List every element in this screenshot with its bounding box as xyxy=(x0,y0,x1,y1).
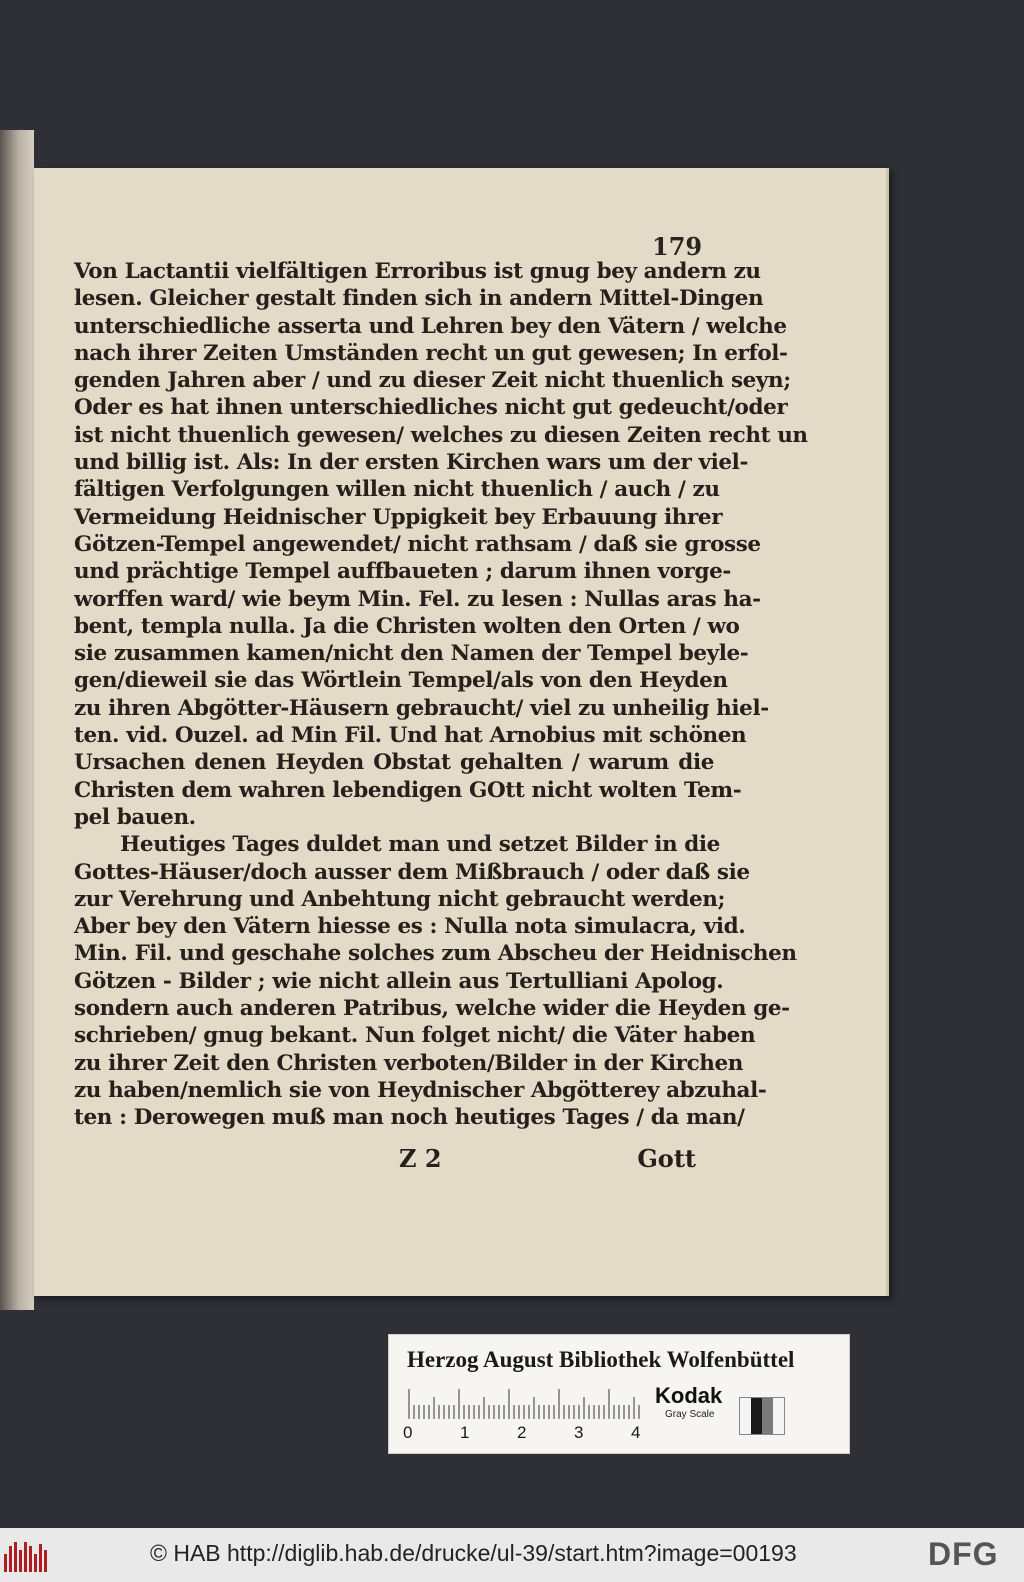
gray-scale-label: Gray Scale xyxy=(665,1409,715,1420)
text-line: bent, templa nulla. Ja die Christen wolten den Orten / wo xyxy=(74,613,740,639)
gray-scale-patch xyxy=(739,1397,785,1435)
text-line: worffen ward/ wie beym Min. Fel. zu lesen : Nullas aras ha- xyxy=(74,586,761,612)
library-name: Herzog August Bibliothek Wolfenbüttel xyxy=(407,1347,795,1372)
ruler-number: 2 xyxy=(517,1423,527,1442)
kodak-logo: Kodak xyxy=(655,1383,723,1408)
copyright-link[interactable]: © HAB http://diglib.hab.de/drucke/ul-39/start.htm?image=00193 xyxy=(150,1540,797,1566)
catchword: Gott xyxy=(637,1144,696,1173)
text-line: Heutiges Tages duldet man und setzet Bilder in die xyxy=(120,832,720,858)
footer-bar xyxy=(0,1528,1024,1582)
text-line: schrieben/ gnug bekant. Nun folget nicht/ die Väter haben xyxy=(74,1023,756,1049)
text-line: unterschiedliche asserta und Lehren bey den Vätern / welche xyxy=(74,313,787,339)
book-edge xyxy=(0,130,34,1310)
text-line: Oder es hat ihnen unterschiedliches nicht gut gedeucht/oder xyxy=(74,395,788,421)
text-line: ist nicht thuenlich gewesen/ welches zu diesen Zeiten recht un xyxy=(74,422,808,448)
ruler-number: 4 xyxy=(631,1423,641,1442)
text-line: zu haben/nemlich sie von Heydnischer Abgötterey abzuhal- xyxy=(74,1077,767,1103)
text-line: Götzen - Bilder ; wie nicht allein aus Tertulliani Apolog. xyxy=(74,968,724,994)
text-line: und billig ist. Als: In der ersten Kirchen wars um der viel- xyxy=(74,450,748,476)
text-line: und prächtige Tempel auffbaueten ; darum ihnen vorge- xyxy=(74,559,731,585)
text-line: Vermeidung Heidnischer Uppigkeit bey Erbauung ihrer xyxy=(74,504,723,530)
text-line: Min. Fil. und geschahe solches zum Abscheu der Heidnischen xyxy=(74,941,797,967)
text-line: gen/dieweil sie das Wörtlein Tempel/als von den Heyden xyxy=(74,668,728,694)
page-footer xyxy=(74,1144,696,1176)
text-line: Gottes-Häuser/doch ausser dem Mißbrauch / oder daß sie xyxy=(74,859,750,885)
text-line: zu ihren Abgötter-Häusern gebraucht/ viel zu unheilig hiel- xyxy=(74,695,769,721)
text-line: nach ihrer Zeiten Umständen recht un gut gewesen; In erfol- xyxy=(74,340,788,366)
signature-mark: Z 2 xyxy=(399,1144,442,1173)
body-text xyxy=(74,258,808,1132)
text-line: lesen. Gleicher gestalt finden sich in andern Mittel-Dingen xyxy=(74,286,764,312)
ruler-number: 1 xyxy=(460,1423,470,1442)
text-line: Christen dem wahren lebendigen GOtt nicht wolten Tem- xyxy=(74,777,742,803)
text-line: Von Lactantii vielfältigen Erroribus ist gnug bey andern zu xyxy=(74,259,761,284)
book-page xyxy=(34,168,889,1296)
ruler-number: 0 xyxy=(403,1423,413,1442)
text-line: Aber bey den Vätern hiesse es : Nulla nota simulacra, vid. xyxy=(74,914,746,940)
text-line: pel bauen. xyxy=(74,804,196,830)
ruler-number: 3 xyxy=(574,1423,584,1442)
text-line: fältigen Verfolgungen willen nicht thuenlich / auch / zu xyxy=(74,477,720,503)
text-line: ten : Derowegen muß man noch heutiges Tages / da man/ xyxy=(74,1105,745,1131)
page-number: 179 xyxy=(652,232,703,261)
text-line: zur Verehrung und Anbehtung nicht gebraucht werden; xyxy=(74,886,726,912)
scale-card xyxy=(388,1334,850,1454)
text-line: Ursachen denen Heyden Obstat gehalten / warum die xyxy=(74,750,714,776)
ruler-icon xyxy=(407,1385,639,1419)
text-line: Götzen-Tempel angewendet/ nicht rathsam / daß sie grosse xyxy=(74,531,761,557)
text-line: ten. vid. Ouzel. ad Min Fil. Und hat Arnobius mit schönen xyxy=(74,723,747,749)
text-line: sie zusammen kamen/nicht den Namen der Tempel beyle- xyxy=(74,641,749,667)
dfg-logo: DFG xyxy=(928,1536,999,1572)
text-line: genden Jahren aber / und zu dieser Zeit nicht thuenlich seyn; xyxy=(74,368,791,394)
text-line: sondern auch anderen Patribus, welche wider die Heyden ge- xyxy=(74,996,790,1022)
hab-logo-icon xyxy=(4,1540,48,1572)
ruler-numbers xyxy=(403,1423,643,1443)
text-line: zu ihrer Zeit den Christen verboten/Bilder in der Kirchen xyxy=(74,1050,744,1076)
